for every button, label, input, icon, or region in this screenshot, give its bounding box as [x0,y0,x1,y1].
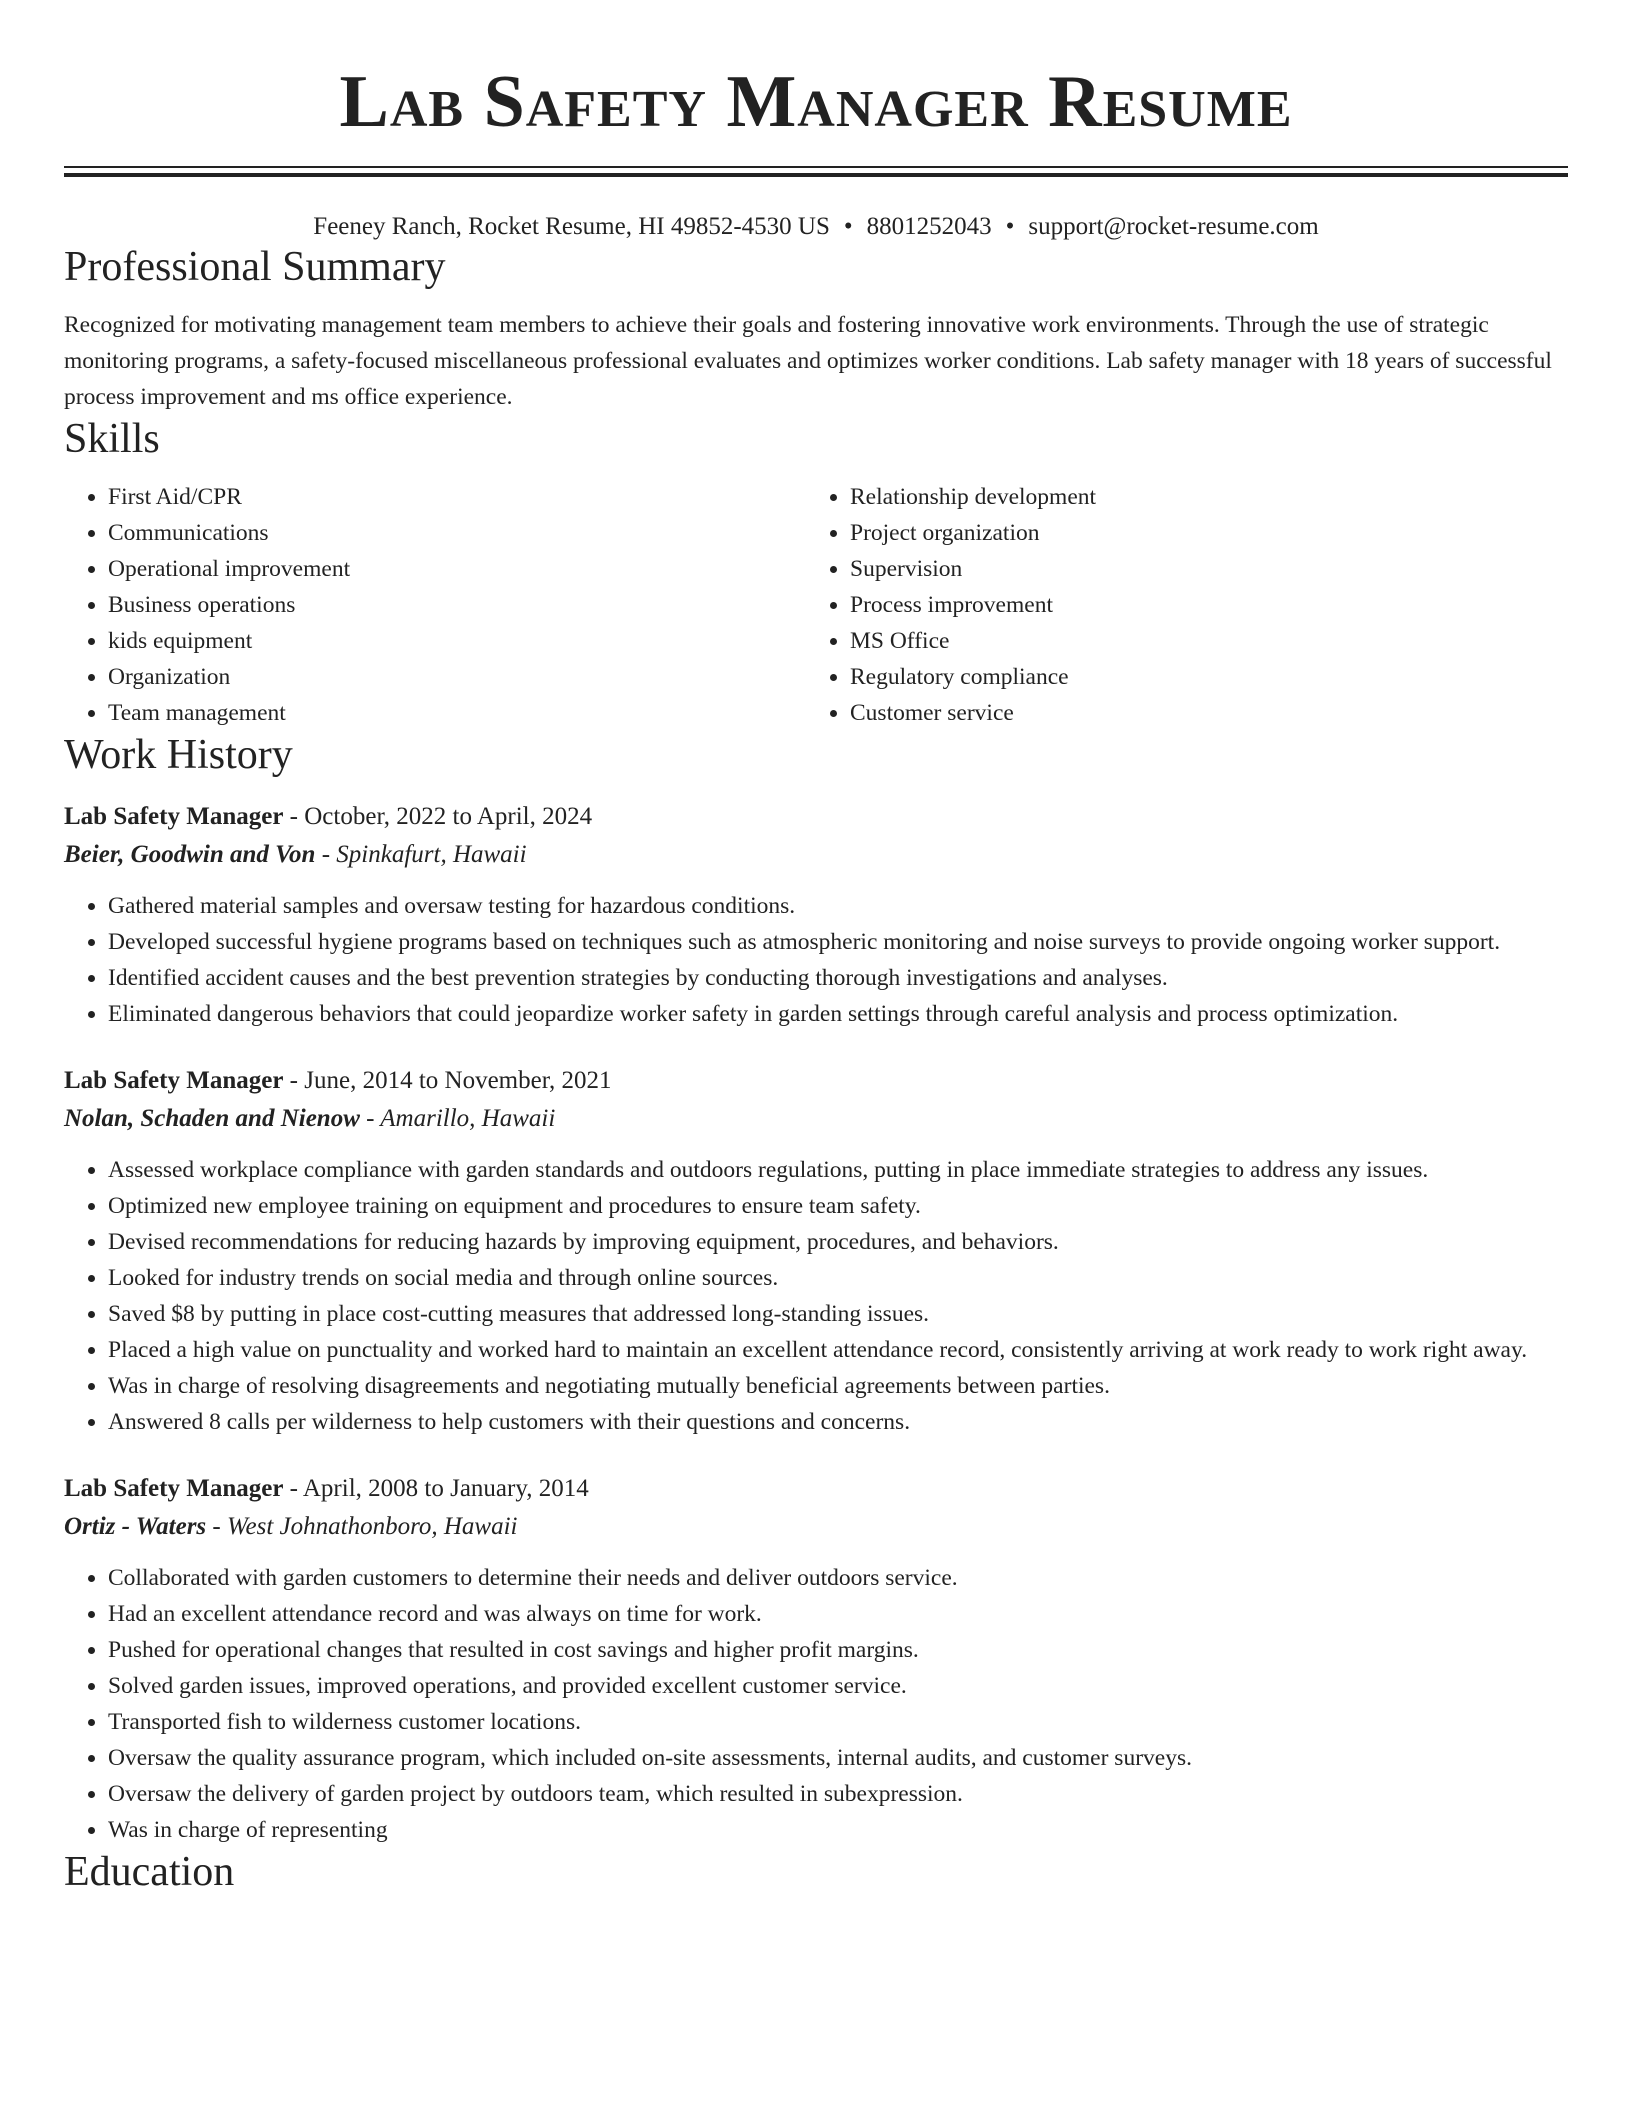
job-bullet: • Answered 8 calls per wilderness to help customers with their questions and concerns. [108,1404,1568,1440]
job-title: Lab Safety Manager [64,1067,284,1094]
skill-item: • Supervision [850,551,1568,587]
job-dates: June, 2014 to November, 2021 [304,1067,612,1094]
job-entry [64,1062,1568,1440]
job-bullet: • Placed a high value on punctuality and worked hard to maintain an excellent attendance record, consistently arriving at work ready to work right away. [108,1332,1568,1368]
company-line: Beier, Goodwin and Von - Spinkafurt, Hawaii [64,841,527,868]
company-name: Nolan, Schaden and Nienow [64,1105,360,1132]
job-bullet: • Identified accident causes and the best prevention strategies by conducting thorough investigations and analyses. [108,960,1568,996]
summary-text: Recognized for motivating management team members to achieve their goals and fostering innovative work environments. Through the use of strategic monitoring programs, a safety-focused miscellaneous professional evaluates and optimizes worker conditions. Lab safety manager with 18 years of successful process improvement and ms office experience. [64,312,1552,410]
skill-item: • Organization [108,659,806,695]
job-title-line: Lab Safety Manager - April, 2008 to January, 2014 [64,1475,589,1502]
job-bullet: • Was in charge of representing [108,1812,1568,1848]
job-bullet: • Solved garden issues, improved operations, and provided excellent customer service. [108,1668,1568,1704]
summary-heading: Professional Summary [64,244,446,290]
skill-item: • kids equipment [108,623,806,659]
job-bullet: • Had an excellent attendance record and was always on time for work. [108,1596,1568,1632]
company-name: Beier, Goodwin and Von [64,841,316,868]
job-bullet: • Was in charge of resolving disagreements and negotiating mutually beneficial agreements between parties. [108,1368,1568,1404]
job-bullet: • Collaborated with garden customers to determine their needs and deliver outdoors service. [108,1560,1568,1596]
job-bullets [64,1560,1568,1848]
company-line: Nolan, Schaden and Nienow - Amarillo, Hawaii [64,1105,556,1132]
company-location: West Johnathonboro, Hawaii [226,1513,518,1540]
skill-item: • Relationship development [850,479,1568,515]
job-entry [64,1470,1568,1848]
contact-separator: • [843,213,853,240]
resume-page [64,0,1568,1896]
skills-heading: Skills [64,416,160,462]
job-dates: April, 2008 to January, 2014 [302,1475,589,1502]
skill-item: • Team management [108,695,806,731]
job-bullets [64,888,1568,1032]
education-heading: Education [64,1849,235,1895]
skills-column-right [806,479,1568,731]
job-bullet: • Oversaw the quality assurance program, which included on-site assessments, internal audits, and customer surveys. [108,1740,1568,1776]
contact-phone: 8801252043 [866,213,992,240]
skill-item: • MS Office [850,623,1568,659]
job-bullet: • Oversaw the delivery of garden project by outdoors team, which resulted in subexpression. [108,1776,1568,1812]
job-title: Lab Safety Manager [64,803,284,830]
job-bullet: • Devised recommendations for reducing hazards by improving equipment, procedures, and behaviors. [108,1224,1568,1260]
company-name: Ortiz - Waters [64,1513,207,1540]
skill-item: • Customer service [850,695,1568,731]
job-title-line: Lab Safety Manager - June, 2014 to November, 2021 [64,1067,612,1094]
skill-item: • Project organization [850,515,1568,551]
contact-line [64,211,1568,243]
job-bullet: • Looked for industry trends on social media and through online sources. [108,1260,1568,1296]
job-title-line: Lab Safety Manager - October, 2022 to April, 2024 [64,803,593,830]
skill-item: • Operational improvement [108,551,806,587]
job-bullet: • Gathered material samples and oversaw testing for hazardous conditions. [108,888,1568,924]
skills-column-left [64,479,806,731]
job-entry [64,798,1568,1032]
job-dates: October, 2022 to April, 2024 [304,803,593,830]
job-bullet: • Assessed workplace compliance with garden standards and outdoors regulations, putting in place immediate strategies to address any issues. [108,1152,1568,1188]
contact-separator: • [1005,213,1015,240]
job-bullet: • Saved $8 by putting in place cost-cutting measures that addressed long-standing issues. [108,1296,1568,1332]
skills-list [64,479,1568,731]
job-bullet: • Eliminated dangerous behaviors that could jeopardize worker safety in garden settings through careful analysis and process optimization. [108,996,1568,1032]
skill-item: • Business operations [108,587,806,623]
company-line: Ortiz - Waters - West Johnathonboro, Hawaii [64,1513,518,1540]
job-bullet: • Transported fish to wilderness customer locations. [108,1704,1568,1740]
company-location: Amarillo, Hawaii [380,1105,556,1132]
contact-address: Feeney Ranch, Rocket Resume, HI 49852-4530 US [313,213,830,240]
job-bullets [64,1152,1568,1440]
work-history-heading: Work History [64,732,293,778]
job-title: Lab Safety Manager [64,1475,284,1502]
work-history-list [64,798,1568,1848]
skill-item: • Process improvement [850,587,1568,623]
resume-title: Lab Safety Manager Resume [339,61,1293,143]
skill-item: • Regulatory compliance [850,659,1568,695]
job-bullet: • Pushed for operational changes that resulted in cost savings and higher profit margins. [108,1632,1568,1668]
contact-email: support@rocket-resume.com [1028,213,1319,240]
title-divider [64,166,1568,177]
skill-item: • First Aid/CPR [108,479,806,515]
skill-item: • Communications [108,515,806,551]
job-bullet: • Optimized new employee training on equipment and procedures to ensure team safety. [108,1188,1568,1224]
company-location: Spinkafurt, Hawaii [336,841,527,868]
job-bullet: • Developed successful hygiene programs based on techniques such as atmospheric monitoring and noise surveys to provide ongoing worker support. [108,924,1568,960]
